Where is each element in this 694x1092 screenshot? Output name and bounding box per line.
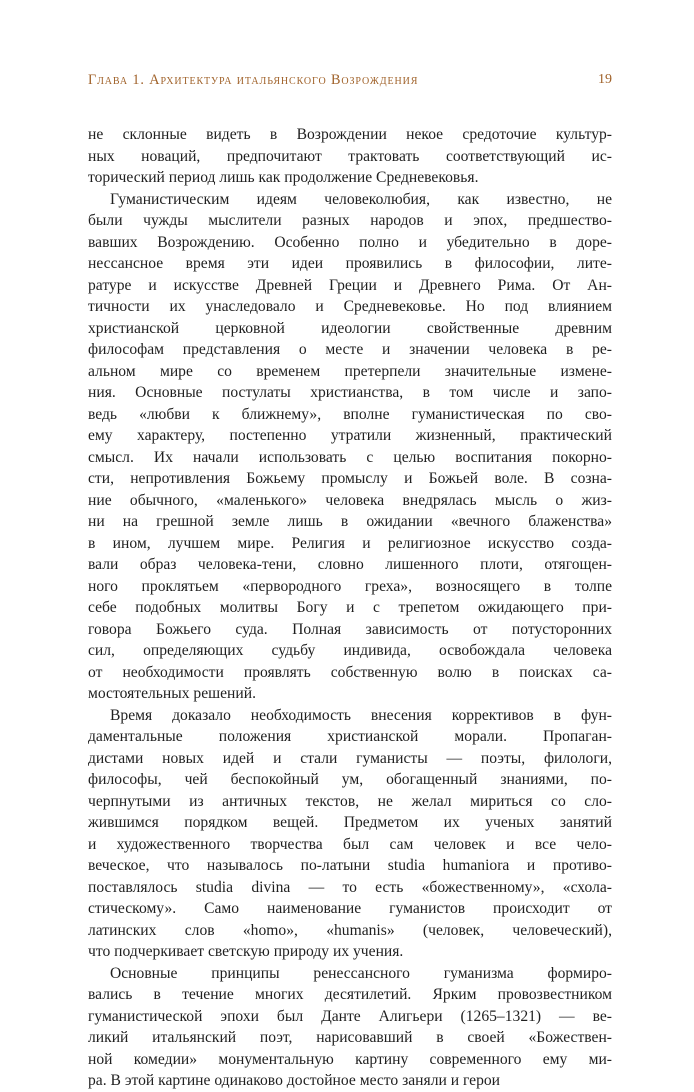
text-line: ему характеру, постепенно утратили жизненный, практический xyxy=(88,427,612,444)
text-line: поставлялось studia divina — то есть «божественному», «схола- xyxy=(88,878,612,896)
paragraph xyxy=(88,189,612,705)
text-line: даментальные положения христианской морали. Пропаган- xyxy=(88,728,612,745)
text-line: жившимся порядком вещей. Предметом их ученых занятий xyxy=(88,814,612,831)
running-head: Глава 1. Архитектура итальянского Возрождения xyxy=(88,72,419,88)
text-line: веческое, что называлось по-латыни studia humaniora и противо- xyxy=(88,857,612,874)
text-line: черпнутыми из античных текстов, не желал мириться со сло- xyxy=(88,792,612,810)
text-line: альном мире со временем претерпели значительные измене- xyxy=(88,362,612,380)
paragraph xyxy=(88,705,612,963)
text-line: тичности их унаследовало и Средневековье. Но под влиянием xyxy=(88,298,612,315)
text-line: ния. Основные постулаты христианства, в том числе и запо- xyxy=(88,384,612,401)
text-line: что подчеркивает светскую природу их учения. xyxy=(88,943,404,960)
text-line: мостоятельных решений. xyxy=(88,685,256,702)
text-line: ние обычного, «маленького» человека внедрялась мысль о жиз- xyxy=(88,491,612,509)
paragraph xyxy=(88,963,612,1092)
text-line: и художественного творчества был сам человек и все чело- xyxy=(88,835,612,853)
text-line: ра. В этой картине одинаково достойное место заняли и герои xyxy=(88,1072,501,1089)
text-line: латинских слов «homo», «humanis» (человек, человеческий), xyxy=(88,921,612,939)
text-line: нессансное время эти идеи проявились в философии, лите- xyxy=(88,255,612,272)
text-line: говора Божьего суда. Полная зависимость от потусторонних xyxy=(88,620,612,638)
text-line: торический период лишь как продолжение Средневековья. xyxy=(88,169,479,186)
text-line: смысл. Их начали использовать с целью воспитания покорно- xyxy=(88,448,612,466)
text-line: философам представления о месте и значении человека в ре- xyxy=(88,341,612,358)
text-line: Время доказало необходимость внесения коррективов в фун- xyxy=(110,706,612,724)
text-line: вались в течение многих десятилетий. Ярким провозвестником xyxy=(88,986,612,1003)
text-line: вавших Возрождению. Особенно полно и убедительно в доре- xyxy=(88,233,612,251)
page-number: 19 xyxy=(598,72,612,87)
text-line: ведь «любви к ближнему», вполне гуманистическая по сво- xyxy=(88,405,612,423)
text-line: были чужды мыслители разных народов и эпох, предшество- xyxy=(88,212,612,229)
text-line: христианской церковной идеологии свойственные древним xyxy=(88,319,612,337)
text-line: ликий итальянский поэт, нарисовавший в своей «Божествен- xyxy=(88,1029,612,1046)
text-line: философы, чей беспокойный ум, обогащенный знаниями, по- xyxy=(88,771,612,788)
text-line: ратуре и искусстве Древней Греции и Древнего Рима. От Ан- xyxy=(88,276,612,294)
text-line: ни на грешной земле лишь в ожидании «вечного блаженства» xyxy=(88,513,612,530)
text-line: стическому». Само наименование гуманистов происходит от xyxy=(88,900,612,917)
text-line: сил, определяющих судьбу индивида, освобождала человека xyxy=(88,642,612,659)
text-line: в ином, лучшем мире. Религия и религиозное искусство созда- xyxy=(88,534,612,552)
text-line: ных новаций, предпочитают трактовать соответствующий ис- xyxy=(88,147,612,165)
text-line: от необходимости проявлять собственную волю в поисках са- xyxy=(88,663,612,681)
text-line: себе подобных молитвы Богу и с трепетом ожидающего при- xyxy=(88,599,612,616)
body-text xyxy=(88,124,612,1092)
text-line: не склонные видеть в Возрождении некое средоточие культур- xyxy=(88,126,612,143)
paragraph xyxy=(88,124,612,189)
text-line: Гуманистическим идеям человеколюбия, как известно, не xyxy=(110,190,612,208)
text-line: гуманистической эпохи был Данте Алигьери (1265–1321) — ве- xyxy=(88,1007,612,1025)
text-line: ной комедии» монументальную картину современного ему ми- xyxy=(88,1050,612,1068)
text-line: ного проклятьем «первородного греха», возносящего в толпе xyxy=(88,577,612,595)
text-line: дистами новых идей и стали гуманисты — поэты, филологи, xyxy=(88,749,612,767)
text-line: вали образ человека-тени, словно лишенного плоти, отягощен- xyxy=(88,556,612,573)
text-line: Основные принципы ренессансного гуманизма формиро- xyxy=(110,964,612,982)
text-line: сти, непротивления Божьему промыслу и Божьей воле. В созна- xyxy=(88,470,612,487)
